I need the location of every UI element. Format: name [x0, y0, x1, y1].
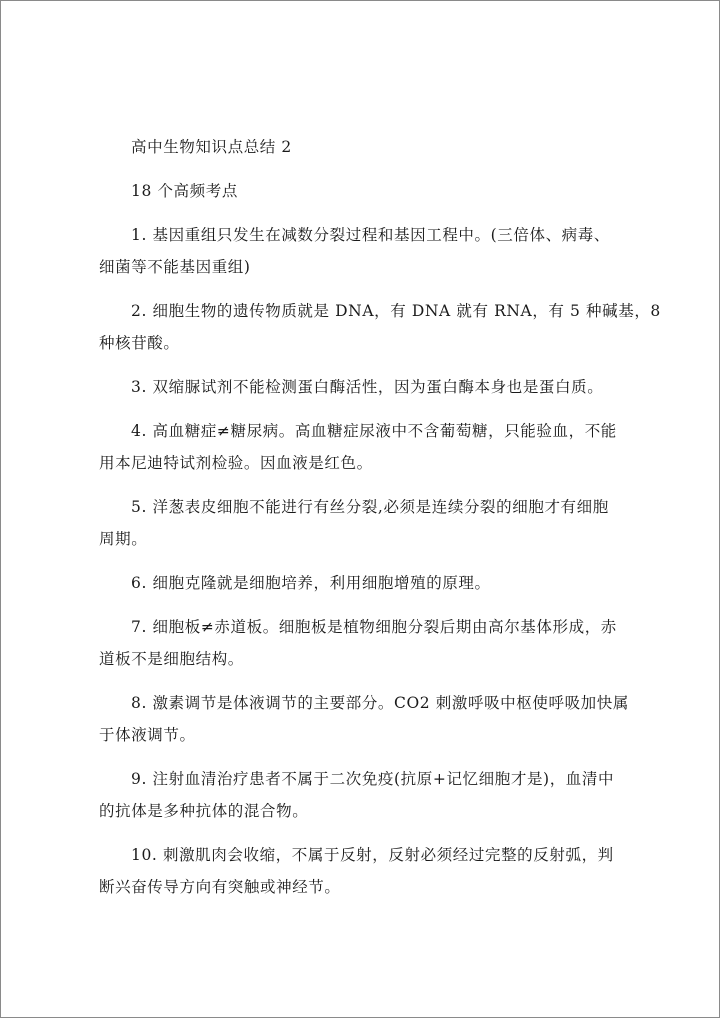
list-item-line-1: 1. 基因重组只发生在减数分裂过程和基因工程中。(三倍体、病毒、: [131, 226, 610, 244]
list-item-line-2: 道板不是细胞结构。: [99, 650, 244, 668]
list-item-line-1: 5. 洋葱表皮细胞不能进行有丝分裂,必须是连续分裂的细胞才有细胞: [131, 498, 609, 516]
list-item: [99, 687, 664, 751]
list-item-line-1: 3. 双缩脲试剂不能检测蛋白酶活性，因为蛋白酶本身也是蛋白质。: [131, 378, 604, 396]
list-item: [99, 567, 664, 599]
document-title: 高中生物知识点总结 2: [131, 138, 292, 156]
list-item: [99, 839, 664, 903]
list-item: [99, 763, 664, 827]
list-item-line-1: 6. 细胞克隆就是细胞培养，利用细胞增殖的原理。: [131, 574, 491, 592]
list-item: [99, 491, 664, 555]
list-item-line-2: 周期。: [99, 530, 148, 548]
list-item-line-2: 的抗体是多种抗体的混合物。: [99, 802, 309, 820]
list-item: [99, 219, 664, 283]
list-item-line-1: 2. 细胞生物的遗传物质就是 DNA，有 DNA 就有 RNA，有 5 种碱基，8: [131, 302, 661, 320]
list-item-line-1: 4. 高血糖症≠糖尿病。高血糖症尿液中不含葡萄糖，只能验血，不能: [131, 422, 617, 440]
list-item: [99, 611, 664, 675]
document-body: [99, 131, 664, 915]
list-item-line-1: 7. 细胞板≠赤道板。细胞板是植物细胞分裂后期由高尔基体形成，赤: [131, 618, 617, 636]
document-subtitle: 18 个高频考点: [131, 182, 238, 200]
list-item: [99, 295, 664, 359]
list-item-line-2: 种核苷酸。: [99, 334, 180, 352]
list-item-line-1: 8. 激素调节是体液调节的主要部分。CO2 刺激呼吸中枢使呼吸加快属: [131, 694, 629, 712]
list-item-line-2: 细菌等不能基因重组): [99, 258, 251, 276]
list-item: [99, 371, 664, 403]
list-item: [99, 415, 664, 479]
list-item-line-1: 10. 刺激肌肉会收缩，不属于反射，反射必须经过完整的反射弧，判: [131, 846, 614, 864]
list-item-line-1: 9. 注射血清治疗患者不属于二次免疫(抗原+记忆细胞才是)，血清中: [131, 770, 615, 788]
list-item-line-2: 于体液调节。: [99, 726, 196, 744]
list-item-line-2: 断兴奋传导方向有突触或神经节。: [99, 878, 341, 896]
list-item-line-2: 用本尼迪特试剂检验。因血液是红色。: [99, 454, 373, 472]
